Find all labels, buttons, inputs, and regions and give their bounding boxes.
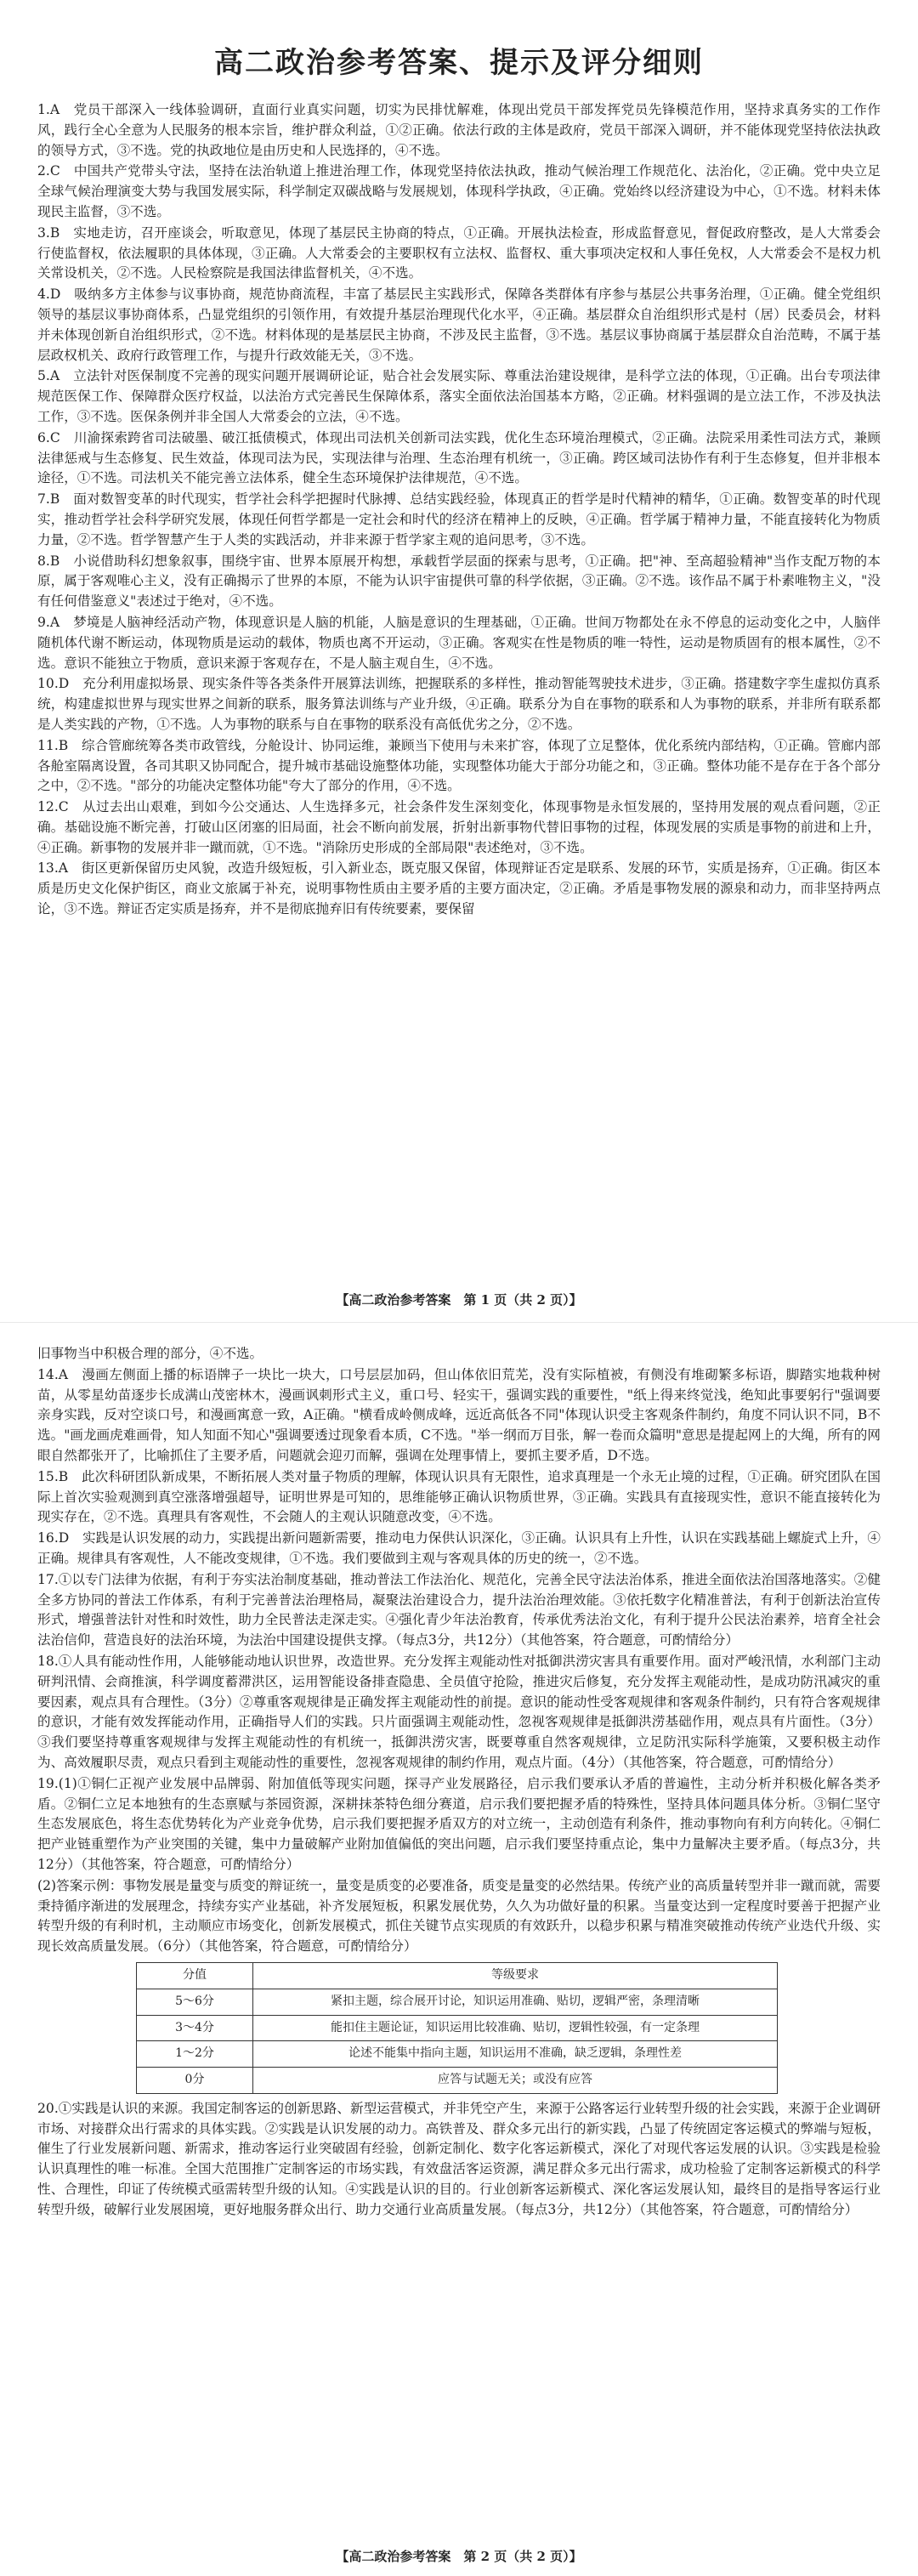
rubric-score: 3～4分 bbox=[137, 2015, 253, 2041]
answer-item: 2.C 中国共产党带头守法，坚持在法治轨道上推进治理工作，体现党坚持依法执政，推动气候治理工作规范化、法治化，②正确。党中央立足全球气候治理演变大势与我国发展实际，科学制定双碳战略与发展规划，体现科学执政，④正确。党始终以经济建设为中心，①不选。材料未体现民主监督，③不选。 bbox=[37, 163, 881, 219]
answer-item: 9.A 梦境是人脑神经活动产物，体现意识是人脑的机能，人脑是意识的生理基础，①正确。世间万物都处在永不停息的运动变化之中，人脑伴随机体代谢不断运动，体现物质是运动的载体，物质也离不开运动，③正确。客观实在性是物质的唯一特性，运动是物质固有的根本属性，②不选。意识不能独立于物质，意识来源于客观存在，不是人脑主观自生，④不选。 bbox=[37, 614, 881, 671]
rubric-requirement: 应答与试题无关；或没有应答 bbox=[253, 2068, 778, 2094]
answer-item: 7.B 面对数智变革的时代现实，哲学社会科学把握时代脉搏、总结实践经验，体现真正的哲学是时代精神的精华，①正确。数智变革的时代现实，推动哲学社会科学研究发展，体现任何哲学都是一定社会和时代的经济在精神上的反映，④正确。哲学属于精神力量，不能直接转化为物质力量，②不选。哲学智慧产生于人类的实践活动，并非来源于哲学家主观的追问思考，③不选。 bbox=[37, 491, 881, 548]
answer-item: 8.B 小说借助科幻想象叙事，围绕宇宙、世界本原展开构想，承载哲学层面的探索与思考，①正确。把"神、至高超验精神"当作支配万物的本原，属于客观唯心主义，没有正确揭示了世界的本原，不能为认识宇宙提供可靠的科学依据，③正确。②不选。该作品不属于朴素唯物主义，"没有任何借鉴意义"表述过于绝对，④不选。 bbox=[37, 553, 881, 610]
answer-item: 6.C 川渝探索跨省司法破墨、破江抵债模式，体现出司法机关创新司法实践，优化生态环境治理模式，②正确。法院采用柔性司法方式，兼顾法律惩戒与生态修复、民生效益，体现司法为民，实现法律与治理、生态治理有机统一，③正确。跨区域司法协作有利于生态修复，但并非根本途径，①不选。司法机关不能完善立法体系，健全生态环境保护法律规范，④不选。 bbox=[37, 429, 881, 486]
answer-item: 16.D 实践是认识发展的动力，实践提出新问题新需要，推动电力保供认识深化，③正确。认识具有上升性，认识在实践基础上螺旋式上升，④正确。规律具有客观性，人不能改变规律，①不选。我们要做到主观与客观具体的历史的统一，②不选。 bbox=[37, 1530, 881, 1566]
answer-item: (2)答案示例：事物发展是量变与质变的辩证统一，量变是质变的必要准备，质变是量变的必然结果。传统产业的高质量转型并非一蹴而就，需要秉持循序渐进的发展理念，持续夯实产业基础，补齐发展短板，积累发展优势，久久为功做好量的积累。当量变达到一定程度时要善于把握产业转型升级的有利时机，主动顺应市场变化，创新发展模式，抓住关键节点实现质的有效跃升，以稳步积累与精准突破推动传统产业迭代升级、实现长效高质量发展。（6分）（其他答案，符合题意，可酌情给分） bbox=[37, 1877, 881, 1955]
answer-item: 旧事物当中积极合理的部分，④不选。 bbox=[37, 1346, 264, 1361]
table-row bbox=[137, 2041, 778, 2068]
page-title: 高二政治参考答案、提示及评分细则 bbox=[214, 46, 704, 80]
table-row bbox=[137, 2068, 778, 2094]
table-row bbox=[137, 2015, 778, 2041]
answer-item: 15.B 此次科研团队新成果，不断拓展人类对量子物质的理解，体现认识具有无限性，追求真理是一个永无止境的过程，①正确。研究团队在国际上首次实验观测到真空涨落增强超导，证明世界是可知的，思维能够正确认识物质世界，③正确。实践具有直接现实性，意识不能直接转化为现实存在，②不选。真理具有客观性，不会随人的主观认识随意改变，④不选。 bbox=[37, 1468, 881, 1525]
answer-item: 17.①以专门法律为依据，有利于夯实法治制度基础，推动普法工作法治化、规范化，完善全民守法法治体系，推进全面依法治国落地落实。②健全多方协同的普法工作体系，有利于完善普法治理格局，凝聚法治建设合力，提升法治治理效能。③依托数字化精准普法，有利于创新法治宣传形式，增强普法针对性和时效性，助力全民普法走深走实。④强化青少年法治教育，传承优秀法治文化，有利于提升公民法治素养，培育全社会法治信仰，营造良好的法治环境，为法治中国建设提供支撑。（每点3分，共12分）（其他答案，符合题意，可酌情给分） bbox=[37, 1571, 881, 1648]
answer-item: 14.A 漫画左侧面上播的标语牌子一块比一块大，口号层层加码，但山体依旧荒芜，没有实际植被，有侧没有堆砌繁多标语，脚踏实地栽种树苗，从零星幼苗逐步长成满山茂密林木，漫画讽刺形式主义，重口号、轻实干，强调实践的重要性，"纸上得来终觉浅，绝知此事要躬行"强调要亲身实践，反对空谈口号，和漫画寓意一致，A正确。"横看成岭侧成峰，远近高低各不同"体现认识受主客观条件制约，角度不同认识不同，B不选。"画龙画虎难画骨，知人知面不知心"强调要透过现象看本质，C不选。"举一纲而万目张，解一卷而众篇明"意思是提起网上的大绳，所有的网眼自然都张开了，比喻抓住了主要矛盾，问题就会迎刃而解，强调在处理事情上，要抓主要矛盾，D不选。 bbox=[37, 1366, 881, 1463]
page-footer: 【高二政治参考答案 第 2 页（共 2 页）】 bbox=[336, 2549, 582, 2564]
rubric-requirement: 紧扣主题，综合展开讨论，知识运用准确、贴切，逻辑严密，条理清晰 bbox=[253, 1989, 778, 2015]
rubric-requirement: 能扣住主题论证，知识运用比较准确、贴切，逻辑性较强，有一定条理 bbox=[253, 2015, 778, 2041]
rubric-header-score: 分值 bbox=[137, 1962, 253, 1989]
table-row bbox=[137, 1989, 778, 2015]
answer-item: 11.B 综合管廊统筹各类市政管线，分舱设计、协同运维，兼顾当下使用与未来扩容，体现了立足整体，优化系统内部结构，①正确。管廊内部各舱室隔离设置，各司其职又协同配合，提升城市基础设施整体功能，实现整体功能大于部分功能之和，③正确。整体功能不是存在于各个部分之中，②不选。"部分的功能决定整体功能"夸大了部分的作用，④不选。 bbox=[37, 737, 881, 794]
rubric-score: 0分 bbox=[137, 2068, 253, 2094]
answer-item: 13.A 街区更新保留历史风貌，改造升级短板，引入新业态，既克服又保留，体现辩证否定是联系、发展的环节，实质是扬弃，①正确。街区本质是历史文化保护街区，商业文旅属于补充，说明事物性质由主要矛盾的主要方面决定，②正确。矛盾是事物发展的源泉和动力，而非坚持两点论，③不选。辩证否定实质是扬弃，并不是彻底抛弃旧有传统要素，要保留 bbox=[37, 860, 881, 917]
answer-item: 10.D 充分利用虚拟场景、现实条件等各类条件开展算法训练，把握联系的多样性，推动智能驾驶技术进步，③正确。搭建数字孪生虚拟仿真系统，构建虚拟世界与现实世界之间新的联系，服务算法训练与产业升级，④正确。联系分为自在事物的联系和人为事物的联系，并非所有联系都是人类实践的产物，①不选。人为事物的联系与自在事物的联系没有高低优劣之分，②不选。 bbox=[37, 676, 881, 732]
scoring-rubric-table bbox=[136, 1962, 778, 2094]
answer-item: 1.A 党员干部深入一线体验调研，直面行业真实问题，切实为民排忧解难，体现出党员干部发挥党员先锋模范作用，坚持求真务实的工作作风，践行全心全意为人民服务的根本宗旨，维护群众利益，①②正确。依法行政的主体是政府，党员干部深入调研，并不能体现党坚持依法执政的领导方式，③不选。党的执政地位是由历史和人民选择的，④不选。 bbox=[37, 102, 881, 158]
answer-item: 3.B 实地走访，召开座谈会，听取意见，体现了基层民主协商的特点，①正确。开展执法检查，形成监督意见，督促政府整改，是人大常委会行使监督权，依法履职的具体体现，③正确。人大常委会的主要职权有立法权、监督权、重大事项决定权和人事任免权，人大常委会不是权力机关常设机关，②不选。人民检察院是我国法律监督机关，④不选。 bbox=[37, 224, 881, 281]
answer-item: 18.①人具有能动性作用，人能够能动地认识世界，改造世界。充分发挥主观能动性对抵御洪涝灾害具有重要作用。面对严峻汛情，水利部门主动研判汛情、会商推演，科学调度蓄滞洪区，运用智能设备排查隐患、全员值守抢险，推进灾后修复，充分发挥主观能动性，是成功防汛减灾的重要因素，观点具有合理性。（3分）②尊重客观规律是正确发挥主观能动性的前提。意识的能动性受客观规律和客观条件制约，只有符合客观规律的意识，才能有效发挥能动作用，正确指导人们的实践。只片面强调主观能动性，忽视客观规律是抵御洪涝基础作用，观点具有片面性。（3分）③我们要坚持尊重客观规律与发挥主观能动性的有机统一，抵御洪涝灾害，既要尊重自然客观规律，立足防汛实际科学施策，又要积极主动作为、高效履职尽责，观点只看到主观能动性的重要性，忽视客观规律的制约作用，观点片面。（4分）（其他答案，符合题意，可酌情给分） bbox=[37, 1653, 881, 1770]
rubric-score: 5～6分 bbox=[137, 1989, 253, 2015]
rubric-requirement: 论述不能集中指向主题，知识运用不准确，缺乏逻辑，条理性差 bbox=[253, 2041, 778, 2068]
answer-item: 20.①实践是认识的来源。我国定制客运的创新思路、新型运营模式，并非凭空产生，来源于公路客运行业转型升级的社会实践，来源于企业调研市场、对接群众出行需求的具体实践。②实践是认识发展的动力。高铁普及、群众多元出行的新实践，凸显了传统固定客运模式的弊端与短板，催生了行业发展新问题、新需求，推动客运行业突破固有经验，创新定制化、数字化客运新模式，深化了对现代客运发展的认识。③实践是检验认识真理性的唯一标准。全国大范围推广定制客运的市场实践，有效盘活客运资源，满足群众多元出行需求，成功检验了定制客运新模式的科学性、合理性，印证了传统模式亟需转型升级的认知。④实践是认识的目的。行业创新客运新模式、深化客运发展认知，最终目的是指导客运行业转型升级，破解行业发展困境，更好地服务群众出行、助力交通行业高质量发展。（每点3分，共12分）（其他答案，符合题意，可酌情给分） bbox=[37, 2100, 881, 2217]
rubric-header-requirement: 等级要求 bbox=[253, 1962, 778, 1989]
page-footer: 【高二政治参考答案 第 1 页（共 2 页）】 bbox=[336, 1292, 582, 1308]
rubric-score: 1～2分 bbox=[137, 2041, 253, 2068]
answer-page-2 bbox=[0, 1322, 918, 2576]
answer-item: 12.C 从过去出山艰难，到如今公交通达、人生选择多元，社会条件发生深刻变化，体现事物是永恒发展的，坚持用发展的观点看问题，②正确。基础设施不断完善，打破山区闭塞的旧局面，社会不断向前发展，折射出新事物代替旧事物的过程，体现发展的实质是事物的前进和上升，④正确。新事物的发展并非一蹴而就，①不选。"消除历史形成的全部局限"表述绝对，③不选。 bbox=[37, 799, 881, 855]
page2-content bbox=[37, 1344, 881, 2221]
answer-item: 4.D 吸纳多方主体参与议事协商，规范协商流程，丰富了基层民主实践形式，保障各类群体有序参与基层公共事务治理，①正确。健全党组织领导的基层议事协商体系，凸显党组织的引领作用，有效提升基层治理现代化水平，④正确。基层群众自治组织形式是村（居）民委员会，材料并未体现创新自治组织形式，②不选。材料体现的是基层民主协商，不涉及民主监督，③不选。基层议事协商属于基层群众自治范畴，不属于基层政权机关、政府行政管理工作，与提升行政效能无关，③不选。 bbox=[37, 287, 881, 363]
answer-item: 5.A 立法针对医保制度不完善的现实问题开展调研论证，贴合社会发展实际、尊重法治建设规律，是科学立法的体现，①正确。出台专项法律规范医保工作、保障群众医疗权益，以法治方式完善民生保障体系，落实全面依法治国基本方略，②正确。材料强调的是立法工作，不涉及执法工作，③不选。医保条例并非全国人大常委会的立法，④不选。 bbox=[37, 368, 881, 424]
answer-item: 19.(1)①铜仁正视产业发展中品牌弱、附加值低等现实问题，探寻产业发展路径，启示我们要承认矛盾的普遍性，主动分析并积极化解各类矛盾。②铜仁立足本地独有的生态禀赋与茶园资源，深耕抹茶特色细分赛道，启示我们要把握矛盾的特殊性，坚持具体问题具体分析。③铜仁坚守生态发展底色，将生态优势转化为产业竞争优势，启示我们要把握矛盾双方的对立统一，主动创造有利条件，推动事物向有利方向转化。④铜仁把产业链重塑作为产业突围的关键，集中力量破解产业附加值偏低的突出问题，启示我们要坚持重点论，集中力量解决主要矛盾。（每点3分，共12分）（其他答案，符合题意，可酌情给分） bbox=[37, 1775, 881, 1872]
page1-content bbox=[37, 100, 881, 921]
